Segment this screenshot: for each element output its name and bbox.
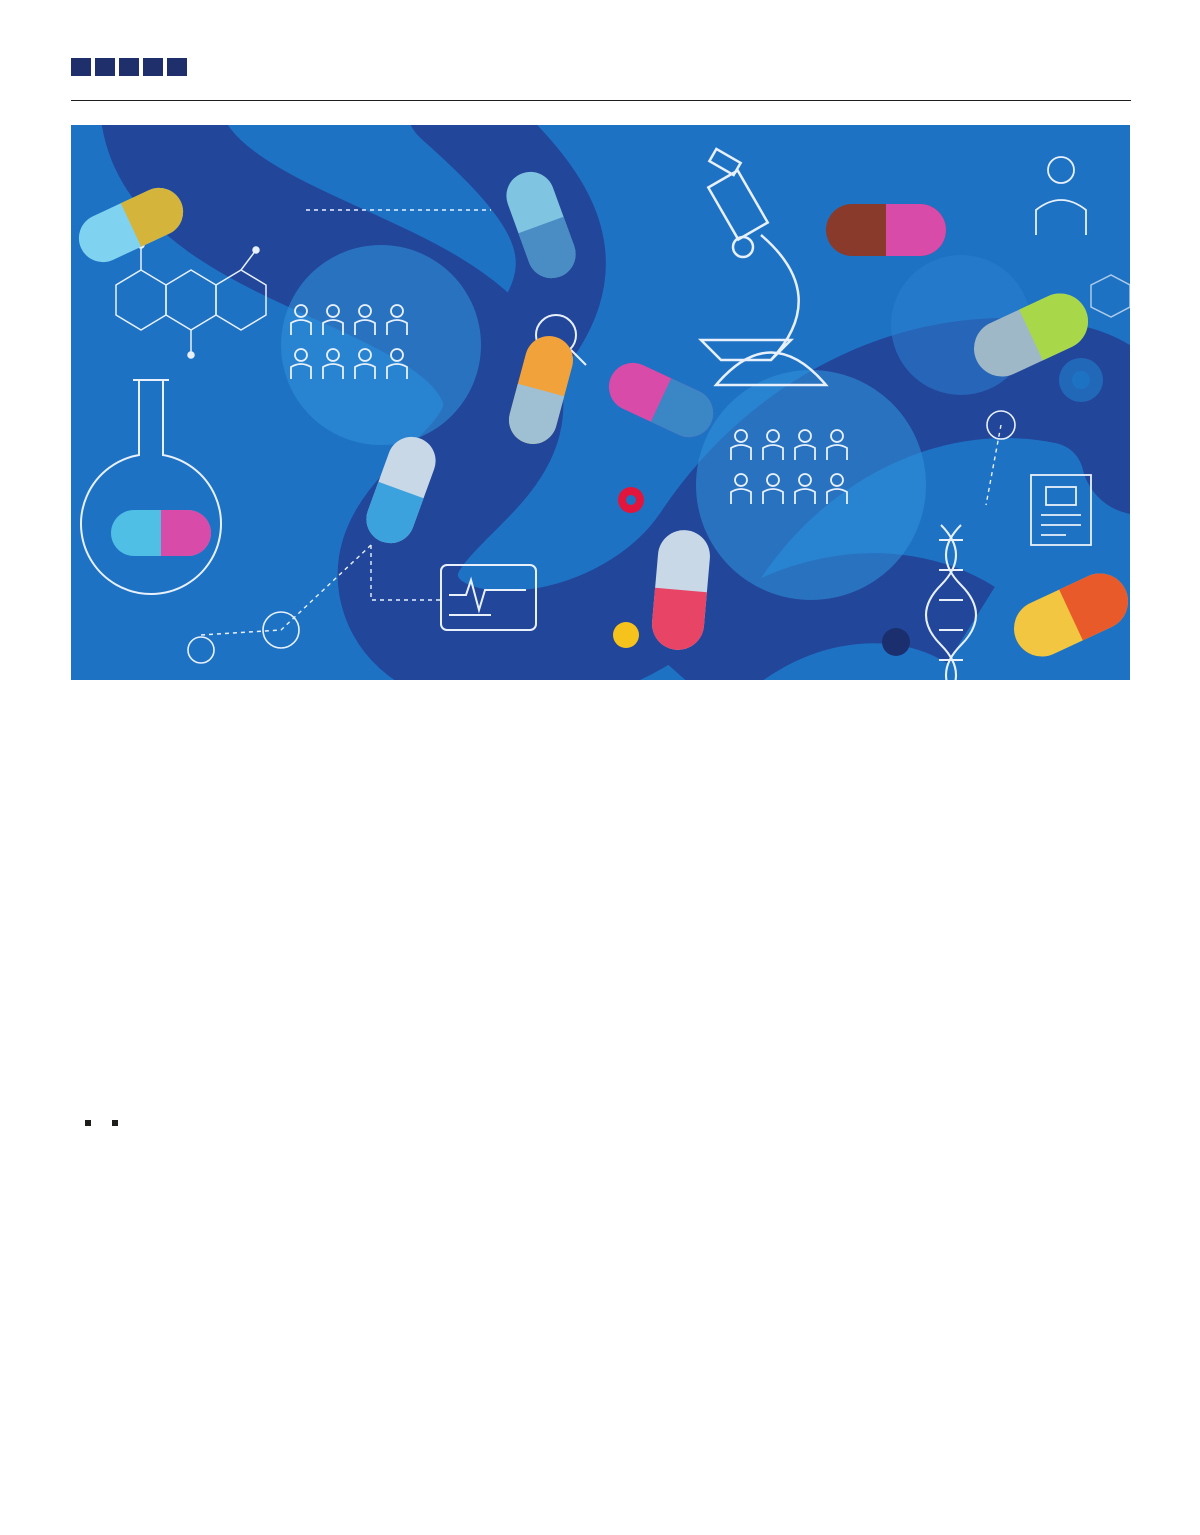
gear-icon [1059,358,1103,402]
square-mark [95,58,115,76]
square-mark [71,58,91,76]
section-squares [71,58,187,76]
footer-bullet [112,1120,118,1126]
square-mark [167,58,187,76]
square-mark [143,58,163,76]
header-rule [71,100,1131,101]
section-heading [71,701,409,722]
capsule-icon [111,510,211,556]
footer-bullet [85,1120,91,1126]
page-footer [71,1120,127,1126]
article-column-1 [71,701,409,722]
capsule-icon [826,204,946,256]
hero-illustration [71,125,1130,680]
square-mark [119,58,139,76]
